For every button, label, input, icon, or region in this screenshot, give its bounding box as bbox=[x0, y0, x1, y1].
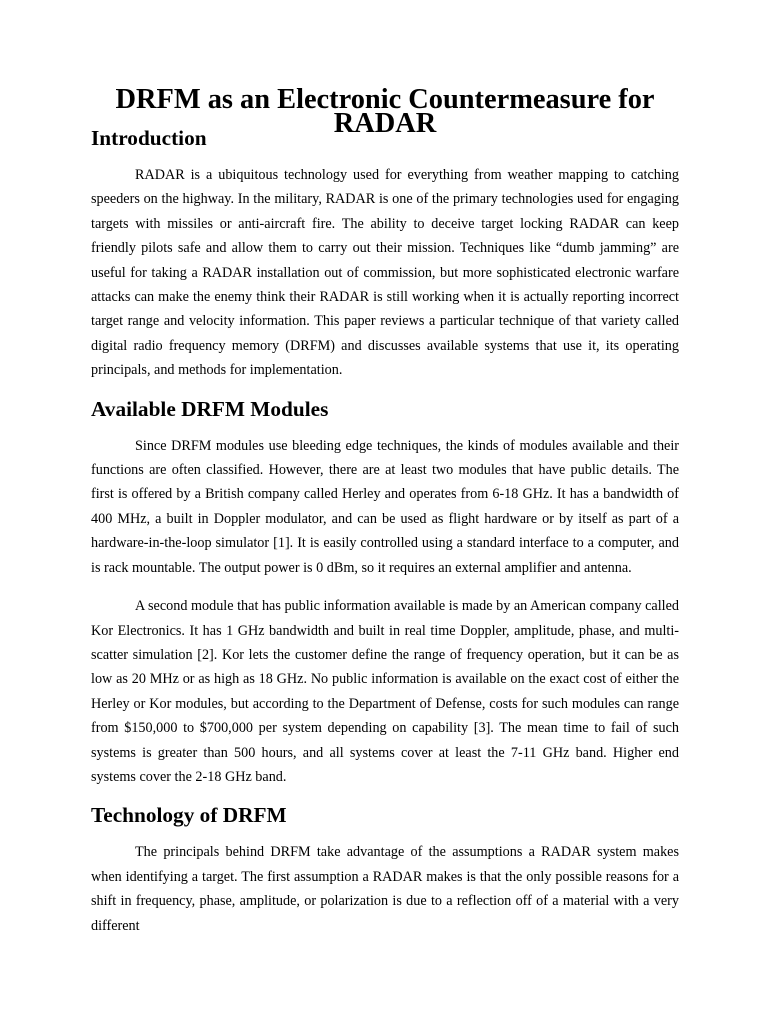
technology-paragraph: The principals behind DRFM take advantage of the assumptions a RADAR system makes when identifying a target. The first assumption a RADAR makes is that the only possible reasons for a shift in frequency, phase, amplitude, or polarization is due to a reflection off of a material with a very different bbox=[91, 844, 679, 934]
introduction-paragraph: RADAR is a ubiquitous technology used for everything from weather mapping to catching speeders on the highway. In the military, RADAR is one of the primary technologies used for engaging targets with missiles or anti-aircraft fire. The ability to deceive target locking RADAR can keep friendly pilots safe and allow them to carry out their mission. Techniques like “dumb jamming” are useful for taking a RADAR installation out of commission, but more sophisticated electronic warfare attacks can make the enemy think their RADAR is still working when it is actually reporting incorrect target range and velocity information. This paper reviews a particular technique of that variety called digital radio frequency memory (DRFM) and discusses available systems that use it, its operating principals, and methods for implementation. bbox=[91, 167, 679, 379]
document-body bbox=[91, 84, 679, 938]
section-heading-technology: Technology of DRFM bbox=[91, 803, 287, 828]
section-heading-available-modules: Available DRFM Modules bbox=[91, 396, 329, 421]
modules-paragraph-kor: A second module that has public information available is made by an American company called Kor Electronics. It has 1 GHz bandwidth and built in real time Doppler, amplitude, phase, and multi-scatter simulation [2]. Kor lets the customer define the range of frequency operation, but it can be as low as 20 MHz or as high as 18 GHz. No public information is available on the exact cost of either the Herley or Kor modules, but according to the Department of Defense, costs for such modules can range from $150,000 to $700,000 per system depending on capability [3]. The mean time to fail of such systems is greater than 500 hours, and all systems cover at least the 7-11 GHz band. Higher end systems cover the 2-18 GHz band. bbox=[91, 598, 679, 785]
document-title: DRFM as an Electronic Countermeasure for RADAR bbox=[115, 84, 655, 139]
section-heading-introduction: Introduction bbox=[91, 126, 207, 150]
modules-paragraph-herley: Since DRFM modules use bleeding edge techniques, the kinds of modules available and their functions are often classified. However, there are at least two modules that have public details. The first is offered by a British company called Herley and operates from 6-18 GHz. It has a bandwidth of 400 MHz, a built in Doppler modulator, and can be used as flight hardware or by itself as part of a hardware-in-the-loop simulator [1]. It is easily controlled using a standard interface to a computer, and is rack mountable. The output power is 0 dBm, so it requires an external amplifier and antenna. bbox=[91, 437, 679, 576]
